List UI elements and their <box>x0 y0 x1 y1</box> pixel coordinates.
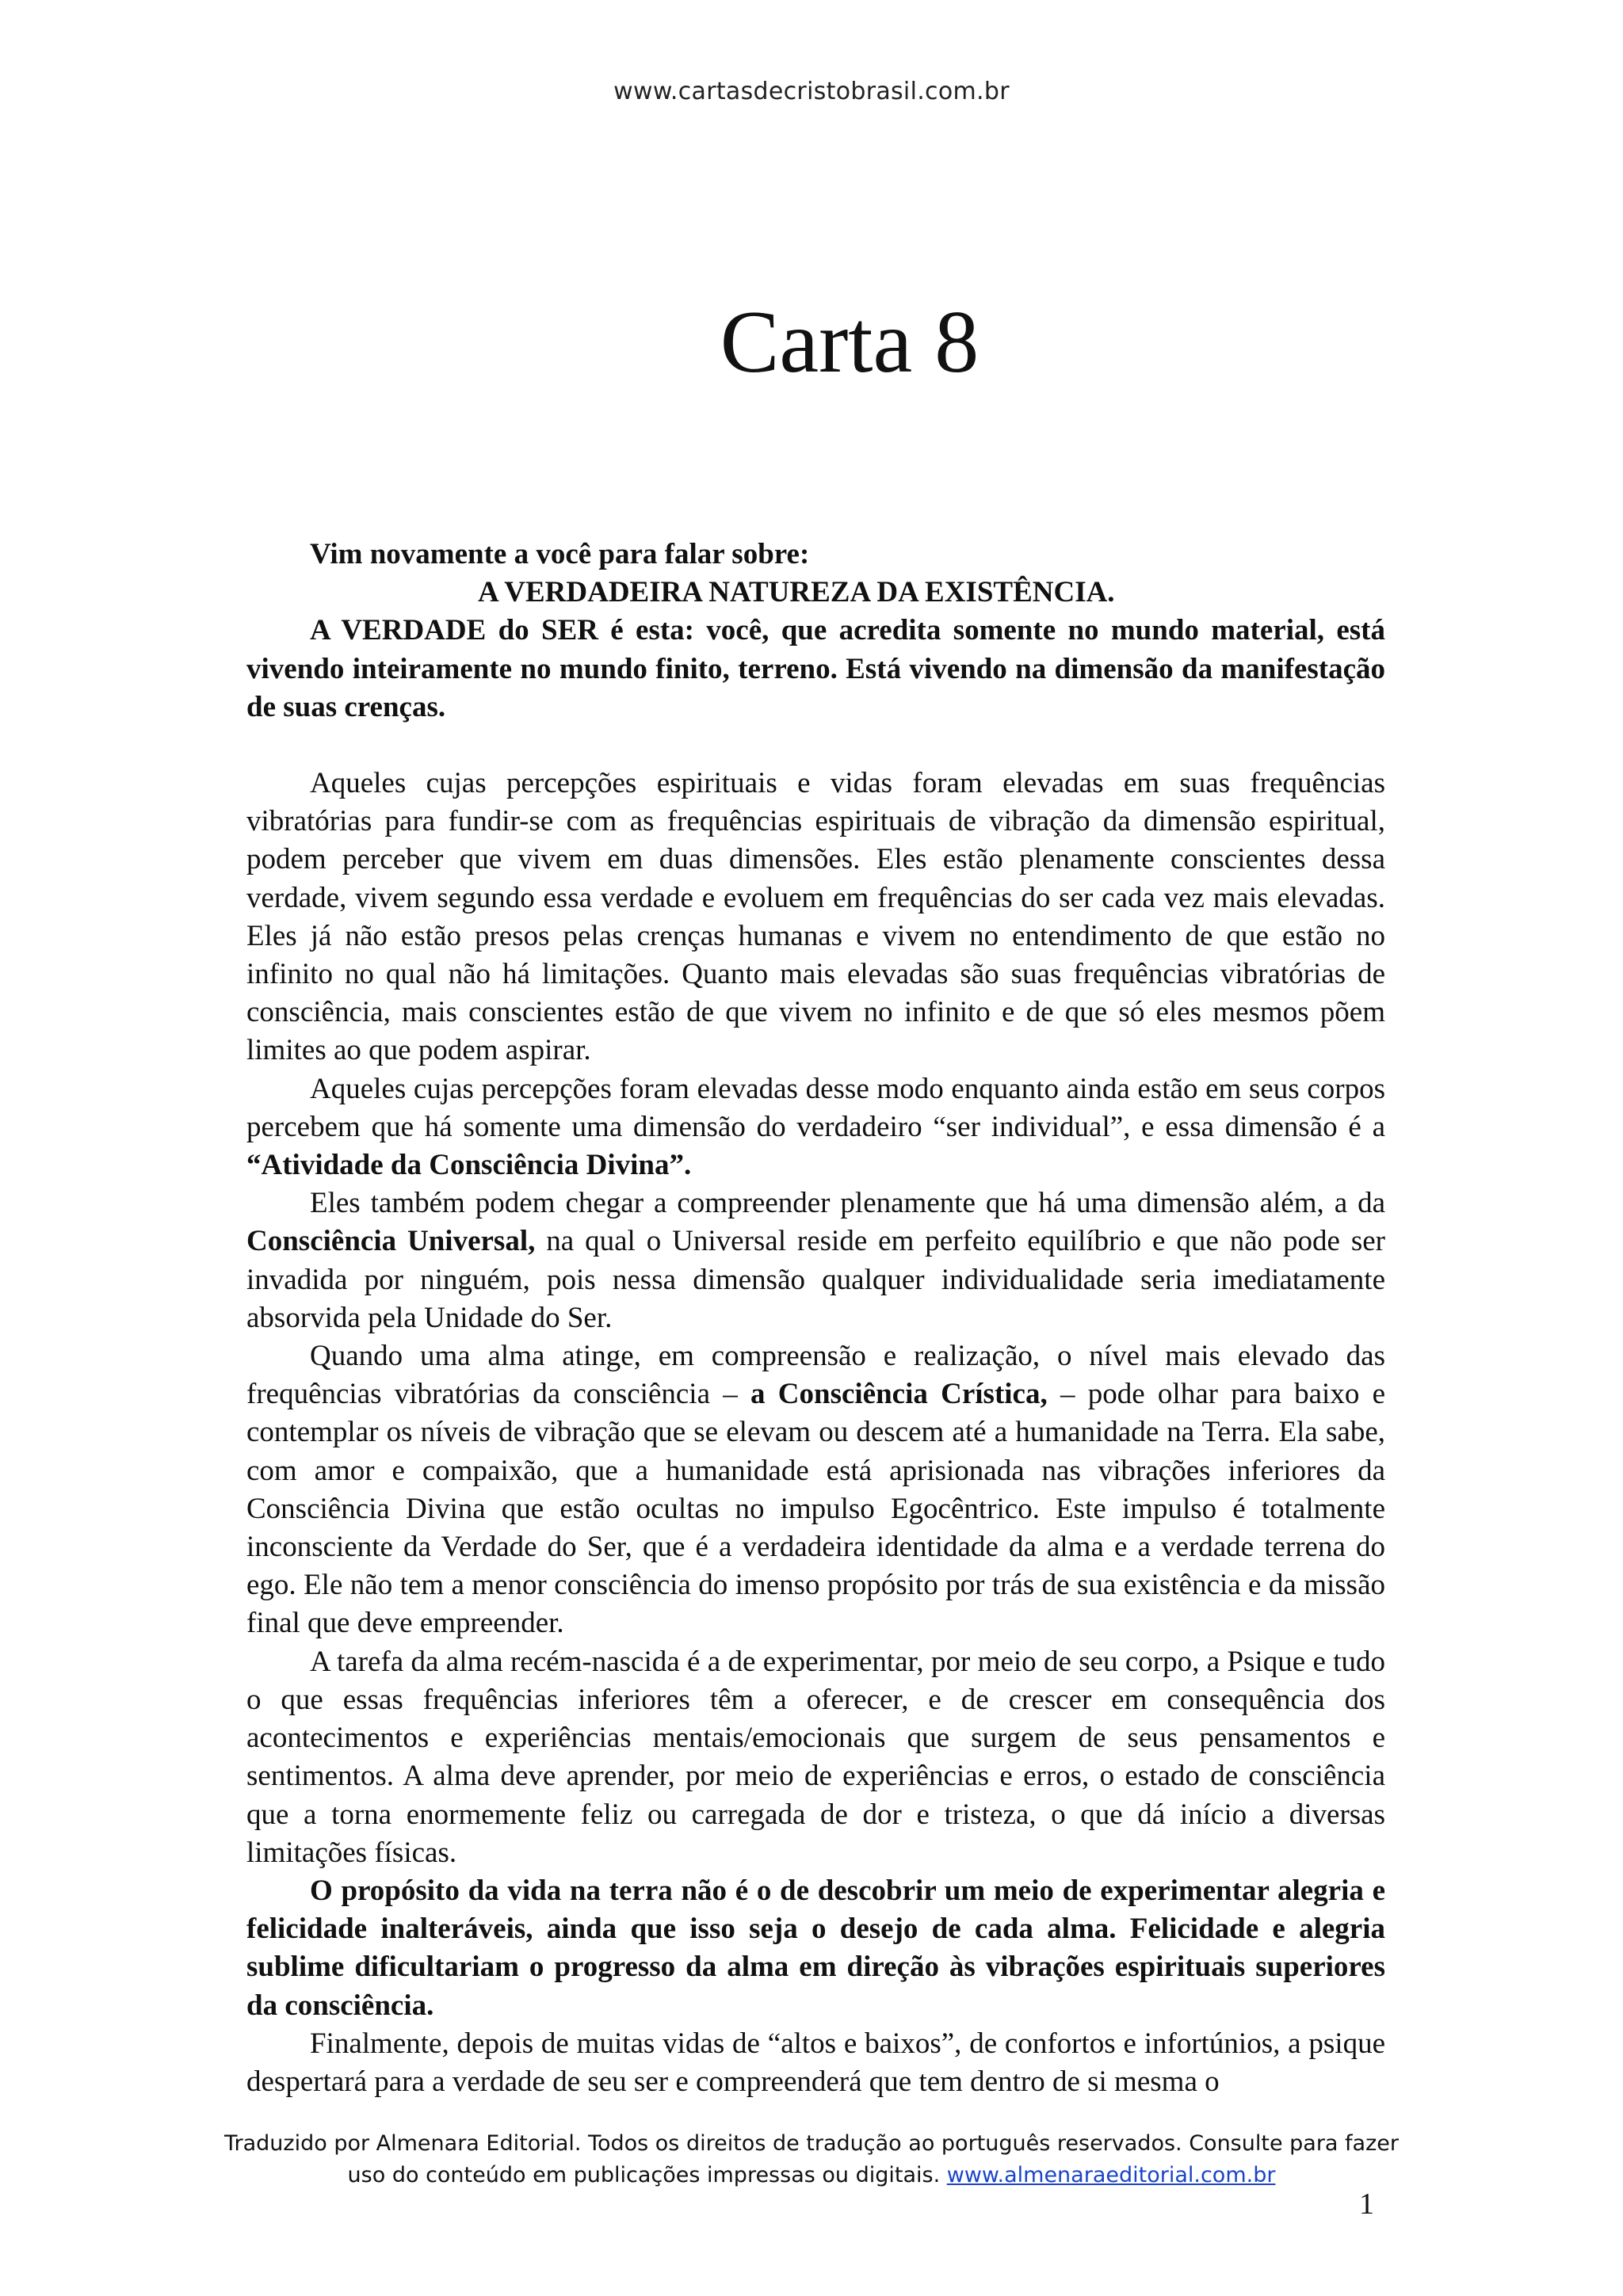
paragraph-text: – pode olhar para baixo e contemplar os níveis de vibração que se elevam ou descem até a humanidade na Terra. Ela sabe, com amor e compaixão, que a humanidade está aprisionada nas vibrações inferiores da Consciência Divina que estão ocultas no impulso Egocêntrico. Este impulso é totalmente inconsciente da Verdade do Ser, que é a verdadeira identidade da alma e a verdade terrena do ego. Ele não tem a menor consciência do imenso propósito por trás de sua existência e da missão final que deve empreender. <box>246 1378 1385 1640</box>
emphasis-text: a Consciência Crística, <box>750 1378 1048 1411</box>
paragraph-text: na qual o Universal reside em perfeito equilíbrio e que não pode ser invadida por ninguém, pois nessa dimensão qualquer individualidade seria imediatamente absorvida pela Unidade do Ser. <box>246 1225 1386 1334</box>
letter-title: Carta 8 <box>720 293 980 391</box>
paragraph-text: Eles também podem chegar a compreender plenamente que há uma dimensão além, a da <box>310 1187 1385 1220</box>
footer-link[interactable]: www.almenaraeditorial.com.br <box>946 2163 1276 2187</box>
footer-line <box>0 2160 1623 2191</box>
paragraph <box>246 1184 1385 1337</box>
paragraph: A tarefa da alma recém-nascida é a de experimentar, por meio de seu corpo, a Psique e tudo o que essas frequências inferiores têm a oferecer, e de crescer em consequência dos acontecimentos e experiências mentais/emocionais que surgem de seus pensamentos e sentimentos. A alma deve aprender, por meio de experiências e erros, o estado de consciência que a torna enormemente feliz ou carregada de dor e tristeza, o que dá início a diversas limitações físicas. <box>246 1645 1385 1869</box>
intro-heading: A VERDADEIRA NATUREZA DA EXISTÊNCIA. <box>478 576 1115 609</box>
footer-line: Traduzido por Almenara Editorial. Todos os direitos de tradução ao português reservados. Consulte para fazer <box>223 2131 1399 2156</box>
letter-body <box>246 536 1385 2101</box>
paragraph-text: Quando uma alma atinge, em compreensão e realização, o nível mais elevado das frequências vibratórias da consciência – <box>246 1340 1385 1411</box>
paragraph-text: Aqueles cujas percepções foram elevadas desse modo enquanto ainda estão em seus corpos percebem que há somente uma dimensão do verdadeiro “ser individual”, e essa dimensão é a <box>246 1072 1385 1143</box>
paragraph-bold: O propósito da vida na terra não é o de descobrir um meio de experimentar alegria e felicidade inalteráveis, ainda que isso seja o desejo de cada alma. Felicidade e alegria sublime dificultariam o progresso da alma em direção às vibrações espirituais superiores da consciência. <box>246 1874 1385 2022</box>
paragraph: Aqueles cujas percepções espirituais e vidas foram elevadas em suas frequências vibratórias para fundir-se com as frequências espirituais de vibração da dimensão espiritual, podem perceber que vivem em duas dimensões. Eles estão plenamente conscientes dessa verdade, vivem segundo essa verdade e evoluem em frequências do ser cada vez mais elevadas. Eles já não estão presos pelas crenças humanas e vivem no entendimento de que estão no infinito no qual não há limitações. Quanto mais elevadas são suas frequências vibratórias de consciência, mais conscientes estão de que vivem no infinito e de que só eles mesmos põem limites ao que podem aspirar. <box>246 767 1385 1067</box>
footer <box>0 2128 1623 2191</box>
paragraph <box>246 1337 1385 1643</box>
paragraph: Finalmente, depois de muitas vidas de “altos e baixos”, de confortos e infortúnios, a psique despertará para a verdade de seu ser e compreenderá que tem dentro de si mesma o <box>246 2027 1385 2098</box>
intro-line: Vim novamente a você para falar sobre: <box>310 538 810 570</box>
paragraph <box>246 1070 1385 1185</box>
footer-text: uso do conteúdo em publicações impressas ou digitais. <box>347 2163 947 2187</box>
paragraph-gap <box>246 727 1385 765</box>
intro-paragraph: A VERDADE do SER é esta: você, que acredita somente no mundo material, está vivendo inteiramente no mundo finito, terreno. Está vivendo na dimensão da manifestação de suas crenças. <box>246 614 1385 723</box>
page-number: 1 <box>1359 2187 1374 2221</box>
emphasis-text: Consciência Universal, <box>246 1225 536 1258</box>
emphasis-text: “Atividade da Consciência Divina”. <box>246 1149 692 1182</box>
header-url: www.cartasdecristobrasil.com.br <box>613 78 1010 105</box>
